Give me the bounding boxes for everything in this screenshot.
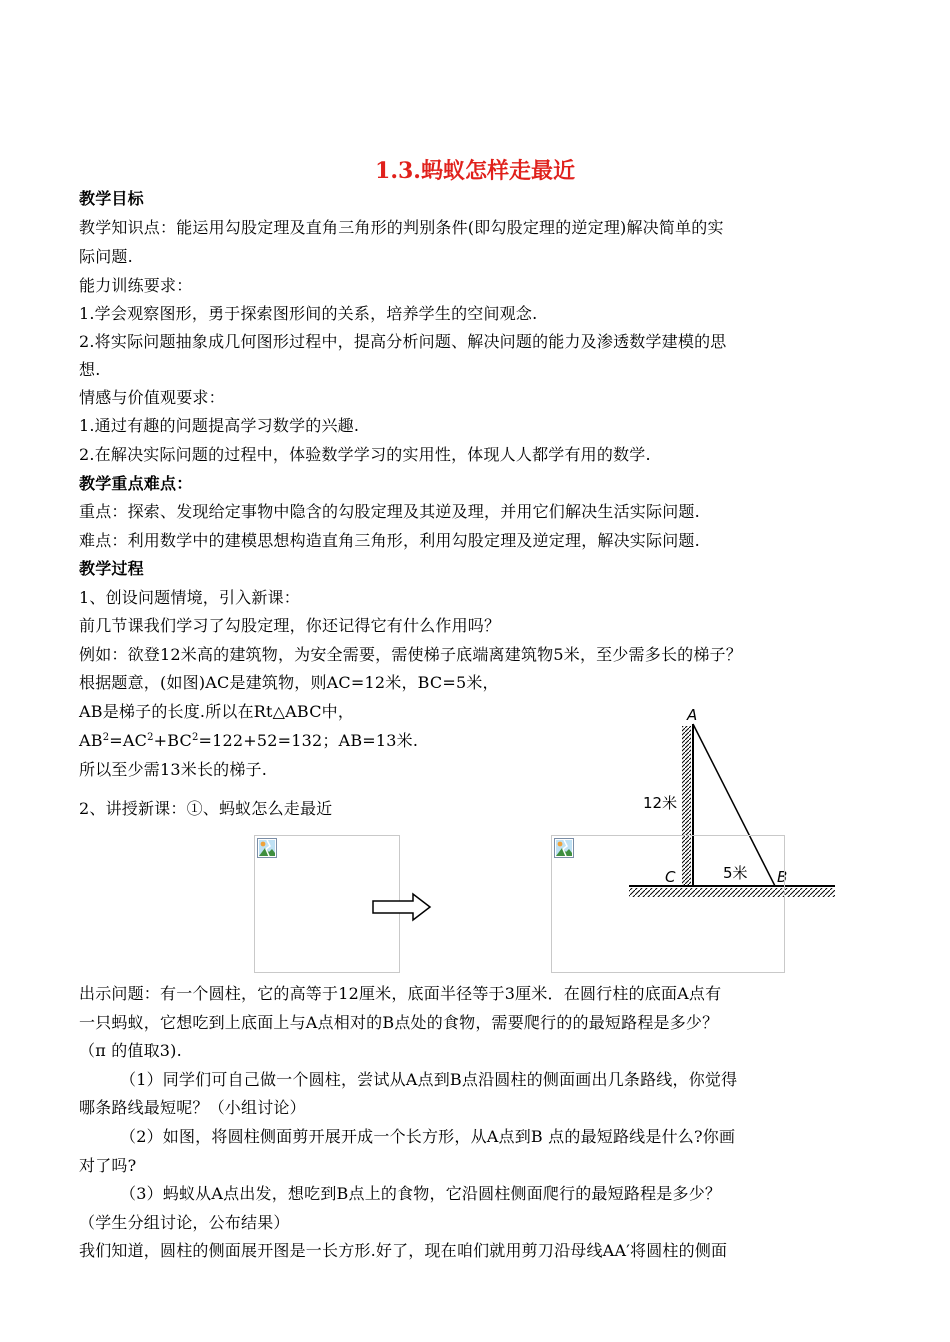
example-text: 例如：欲登12米高的建筑物，为安全需要，需使梯子底端离建筑物5米，至少需多长的梯子？ bbox=[79, 645, 742, 664]
problem-text: 出示问题：有一个圆柱，它的高等于12厘米，底面半径等于3厘米．在圆行柱的底面A点有 bbox=[79, 984, 722, 1003]
ability-item: 2.将实际问题抽象成几何图形过程中，提高分析问题、解决问题的能力及渗透数学建模的思 bbox=[79, 332, 727, 351]
question-2: 对了吗? bbox=[79, 1156, 137, 1175]
solution-equation: $AB^2=AC^2+BC^2=122+52=132$；AB=13米. bbox=[79, 731, 419, 750]
step-1-question: 前几节课我们学习了勾股定理，你还记得它有什么作用吗？ bbox=[79, 616, 501, 635]
broken-image-icon bbox=[554, 838, 574, 858]
solution-line: 根据题意，(如图)AC是建筑物，则AC=12米，BC=5米， bbox=[79, 673, 499, 692]
question-1: （1）同学们可自己做一个圆柱，尝试从A点到B点沿圆柱的侧面画出几条路线，你觉得 bbox=[120, 1070, 738, 1089]
knowledge-line: 际问题. bbox=[79, 247, 133, 266]
closing-text: 我们知道，圆柱的侧面展开图是一长方形.好了，现在咱们就用剪刀沿母线AA′将圆柱的侧面 bbox=[79, 1241, 728, 1260]
question-2: （2）如图，将圆柱侧面剪开展开成一个长方形，从A点到B 点的最短路线是什么?你画 bbox=[120, 1127, 736, 1146]
broken-image-icon bbox=[257, 838, 277, 858]
problem-text: （π 的值取3). bbox=[79, 1041, 182, 1060]
process-heading: 教学过程 bbox=[79, 559, 144, 578]
keypoints-heading: 教学重点难点： bbox=[79, 474, 193, 493]
unrolled-image-placeholder bbox=[551, 835, 788, 973]
point-b-label: B bbox=[777, 868, 788, 886]
step-1: 1、创设问题情境，引入新课： bbox=[79, 588, 300, 607]
problem-text: 一只蚂蚁，它想吃到上底面上与A点相对的B点处的食物，需要爬行的的最短路程是多少？ bbox=[79, 1013, 719, 1032]
height-label: 12米 bbox=[643, 794, 678, 812]
question-3: （学生分组讨论，公布结果） bbox=[79, 1213, 290, 1232]
solution-line: 所以至少需13米长的梯子. bbox=[79, 760, 268, 779]
emotion-item: 2.在解决实际问题的过程中，体验数学学习的实用性，体现人人都学有用的数学. bbox=[79, 445, 651, 464]
right-arrow-icon bbox=[371, 892, 433, 922]
ability-heading: 能力训练要求： bbox=[79, 276, 193, 295]
point-c-label: C bbox=[665, 868, 676, 886]
step-2: 2、讲授新课：①、蚂蚁怎么走最近 bbox=[79, 799, 333, 818]
emotion-heading: 情感与价值观要求： bbox=[79, 388, 225, 407]
ability-item: 1.学会观察图形，勇于探索图形间的关系，培养学生的空间观念. bbox=[79, 304, 538, 323]
keypoint-text: 重点：探索、发现给定事物中隐含的勾股定理及其逆及理，并用它们解决生活实际问题. bbox=[79, 502, 700, 521]
ability-item: 想. bbox=[79, 360, 101, 379]
goal-heading: 教学目标 bbox=[79, 189, 144, 208]
emotion-item: 1.通过有趣的问题提高学习数学的兴趣. bbox=[79, 416, 360, 435]
question-1: 哪条路线最短呢？（小组讨论） bbox=[79, 1098, 306, 1117]
difficulty-text: 难点：利用数学中的建模思想构造直角三角形，利用勾股定理及逆定理，解决实际问题. bbox=[79, 531, 700, 550]
solution-line: AB是梯子的长度.所以在Rt△ABC中， bbox=[79, 702, 355, 721]
base-label: 5米 bbox=[723, 864, 748, 882]
document-title: 1.3.蚂蚁怎样走最近 bbox=[375, 158, 575, 184]
question-3: （3）蚂蚁从A点出发，想吃到B点上的食物，它沿圆柱侧面爬行的最短路程是多少？ bbox=[120, 1184, 722, 1203]
point-a-label: A bbox=[687, 706, 698, 724]
knowledge-line: 教学知识点：能运用勾股定理及直角三角形的判别条件(即勾股定理的逆定理)解决简单的实 bbox=[79, 218, 724, 237]
